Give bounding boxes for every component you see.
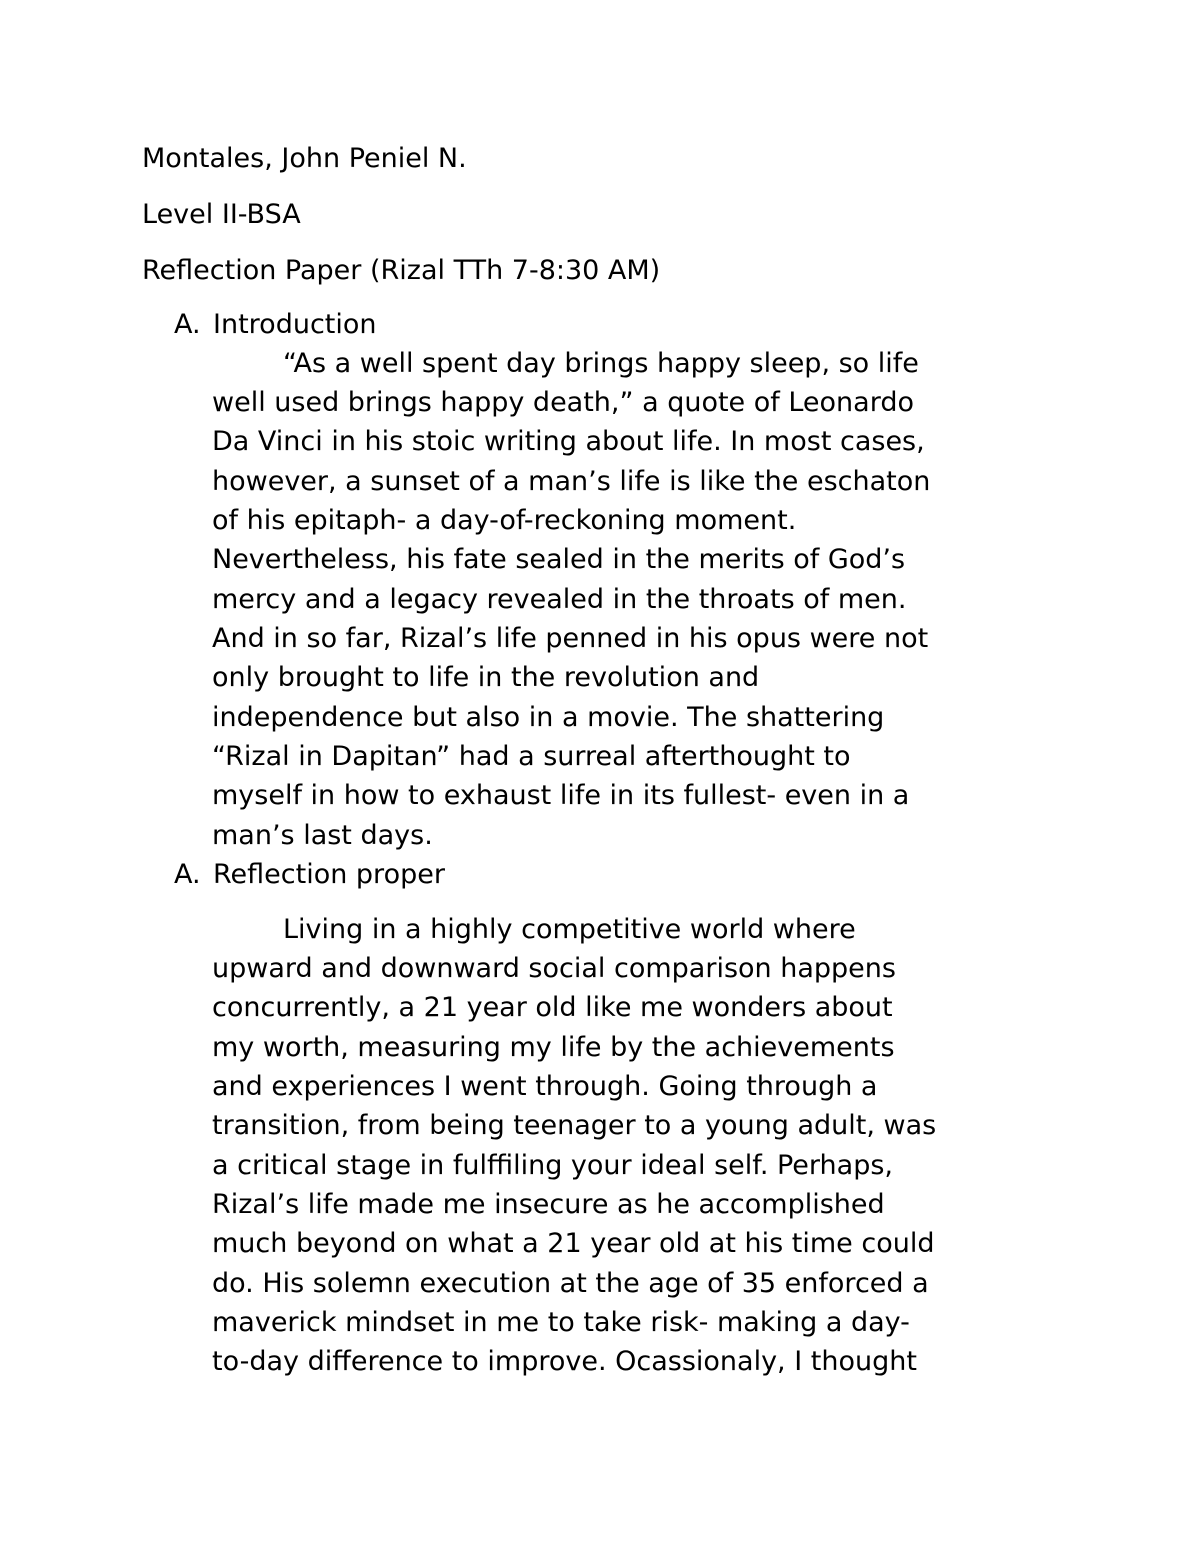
student-level: Level II-BSA	[142, 199, 301, 230]
paragraph-line: Rizal’s life made me insecure as he accomplished	[212, 1189, 885, 1220]
paragraph-line: myself in how to exhaust life in its fullest- even in a	[212, 780, 910, 811]
paragraph-line: however, a sunset of a man’s life is like the eschaton	[212, 466, 931, 497]
paragraph-line: transition, from being teenager to a young adult, was	[212, 1110, 937, 1141]
paragraph-line: of his epitaph- a day-of-reckoning moment.	[212, 505, 797, 536]
paragraph-line: “Rizal in Dapitan” had a surreal afterthought to	[212, 741, 851, 772]
paragraph-line: Nevertheless, his fate sealed in the merits of God’s	[212, 544, 906, 575]
paragraph-line: independence but also in a movie. The shattering	[212, 702, 885, 733]
paragraph-line: a critical stage in fulffiling your ideal self. Perhaps,	[212, 1150, 893, 1181]
paragraph-line: “As a well spent day brings happy sleep, so life	[283, 348, 919, 379]
paragraph-line: much beyond on what a 21 year old at his time could	[212, 1228, 935, 1259]
paragraph-line: concurrently, a 21 year old like me wonders about	[212, 992, 893, 1023]
section-marker: A.	[174, 859, 201, 890]
section-heading-reflection	[174, 859, 445, 891]
paragraph-line: man’s last days.	[212, 820, 433, 851]
section-marker: A.	[174, 309, 201, 340]
paragraph-line: only brought to life in the revolution and	[212, 662, 760, 693]
paragraph-line: And in so far, Rizal’s life penned in his opus were not	[212, 623, 929, 654]
paragraph-line: upward and downward social comparison happens	[212, 953, 896, 984]
section-heading-introduction	[174, 309, 377, 341]
paragraph-line: my worth, measuring my life by the achievements	[212, 1032, 895, 1063]
paragraph-line: to-day difference to improve. Ocassionaly, I thought	[212, 1346, 917, 1377]
author-name: Montales, John Peniel N.	[142, 143, 467, 174]
paragraph-line: Living in a highly competitive world where	[283, 914, 856, 945]
paper-title: Reflection Paper (Rizal TTh 7-8:30 AM)	[142, 255, 661, 286]
paragraph-line: do. His solemn execution at the age of 35 enforced a	[212, 1268, 929, 1299]
paragraph-line: and experiences I went through. Going through a	[212, 1071, 878, 1102]
paragraph-line: mercy and a legacy revealed in the throats of men.	[212, 584, 907, 615]
paragraph-line: Da Vinci in his stoic writing about life. In most cases,	[212, 426, 925, 457]
paragraph-line: well used brings happy death,” a quote of Leonardo	[212, 387, 914, 418]
paragraph-line: maverick mindset in me to take risk- making a day-	[212, 1307, 910, 1338]
section-title: Introduction	[213, 309, 377, 340]
section-title: Reflection proper	[213, 859, 445, 890]
